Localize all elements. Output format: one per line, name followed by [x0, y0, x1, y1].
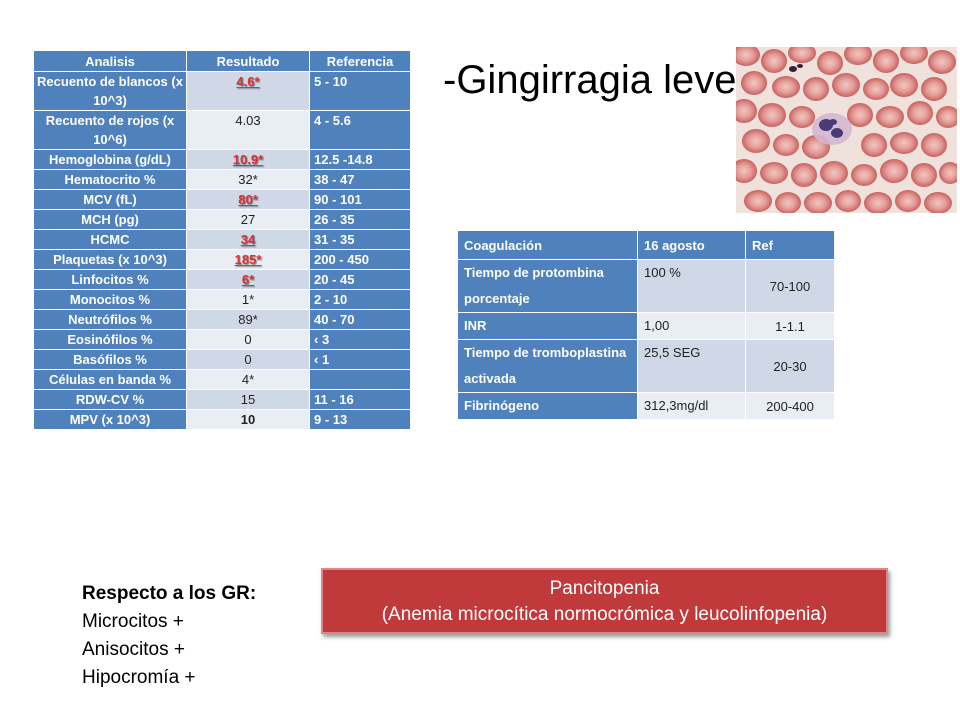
lab-name: Monocitos %	[34, 290, 187, 310]
lab-name: MCH (pg)	[34, 210, 187, 230]
coagulation-table	[457, 230, 835, 420]
lab-row-mch	[34, 210, 411, 230]
lab-ref: 40 - 70	[310, 310, 411, 330]
coag-value: 100 %	[638, 260, 746, 313]
lab-name: Neutrófilos %	[34, 310, 187, 330]
lab-result: 10	[187, 410, 310, 430]
lab-name: Recuento de blancos (x 10^3)	[34, 72, 187, 111]
coag-name: Tiempo de tromboplastina activada	[458, 340, 638, 393]
diagnosis-detail: (Anemia microcítica normocrómica y leucolinfopenia)	[381, 604, 828, 625]
coag-ref: 20-30	[746, 340, 835, 393]
lab-ref: 5 - 10	[310, 72, 411, 111]
diagnosis-banner	[321, 568, 888, 634]
lab-name: HCMC	[34, 230, 187, 250]
lab-ref: 20 - 45	[310, 270, 411, 290]
coag-header-date: 16 agosto	[638, 231, 746, 260]
lab-result: 10.9*	[187, 150, 310, 170]
lab-row-mcv	[34, 190, 411, 210]
lab-row-neutrophils	[34, 310, 411, 330]
lab-result: 34	[187, 230, 310, 250]
lab-result: 0	[187, 350, 310, 370]
lab-row-mpv	[34, 410, 411, 430]
lab-ref: 31 - 35	[310, 230, 411, 250]
lab-ref: 12.5 -14.8	[310, 150, 411, 170]
lab-ref: 38 - 47	[310, 170, 411, 190]
lab-name: RDW-CV %	[34, 390, 187, 410]
coag-name: Tiempo de protombina porcentaje	[458, 260, 638, 313]
coag-header-coagulacion: Coagulación	[458, 231, 638, 260]
lab-header-row	[34, 51, 411, 72]
lab-row-platelets	[34, 250, 411, 270]
lab-name: MPV (x 10^3)	[34, 410, 187, 430]
lab-ref: ‹ 3	[310, 330, 411, 350]
coag-row-inr	[458, 313, 835, 340]
lab-ref: ‹ 1	[310, 350, 411, 370]
lab-result: 4.6*	[187, 72, 310, 111]
lab-row-hcmc	[34, 230, 411, 250]
coag-ref: 1-1.1	[746, 313, 835, 340]
lab-result: 32*	[187, 170, 310, 190]
rbc-notes-heading: Respecto a los GR:	[82, 583, 257, 604]
lab-result: 4*	[187, 370, 310, 390]
lab-results-table	[33, 50, 411, 430]
lab-name: Células en banda %	[34, 370, 187, 390]
coag-header-row	[458, 231, 835, 260]
slide-title: -Gingirragia leve	[443, 58, 737, 102]
lab-row-rbc	[34, 111, 411, 150]
lab-result: 80*	[187, 190, 310, 210]
lab-name: Plaquetas (x 10^3)	[34, 250, 187, 270]
coag-row-prothrombin	[458, 260, 835, 313]
lab-row-lymphocytes	[34, 270, 411, 290]
lab-result: 89*	[187, 310, 310, 330]
coag-ref: 200-400	[746, 393, 835, 420]
lab-ref: 26 - 35	[310, 210, 411, 230]
lab-result: 1*	[187, 290, 310, 310]
coag-value: 1,00	[638, 313, 746, 340]
rbc-note-line: Hipocromía +	[82, 667, 196, 688]
lab-result: 185*	[187, 250, 310, 270]
rbc-note-line: Anisocitos +	[82, 639, 185, 660]
lab-row-band-cells	[34, 370, 411, 390]
lab-row-hemoglobin	[34, 150, 411, 170]
diagnosis-title: Pancitopenia	[549, 578, 660, 599]
lab-header-resultado: Resultado	[187, 51, 310, 72]
coag-row-fibrinogen	[458, 393, 835, 420]
lab-result: 6*	[187, 270, 310, 290]
lab-row-hematocrit	[34, 170, 411, 190]
lab-ref: 11 - 16	[310, 390, 411, 410]
lab-name: MCV (fL)	[34, 190, 187, 210]
lab-row-wbc	[34, 72, 411, 111]
lab-row-monocytes	[34, 290, 411, 310]
lab-ref: 90 - 101	[310, 190, 411, 210]
lab-ref: 200 - 450	[310, 250, 411, 270]
rbc-note-line: Microcitos +	[82, 611, 184, 632]
lab-result: 4.03	[187, 111, 310, 150]
lab-ref: 2 - 10	[310, 290, 411, 310]
lab-row-rdw	[34, 390, 411, 410]
lab-ref: 9 - 13	[310, 410, 411, 430]
lab-ref	[310, 370, 411, 390]
coag-name: Fibrinógeno	[458, 393, 638, 420]
lab-name: Hemoglobina (g/dL)	[34, 150, 187, 170]
lab-ref: 4 - 5.6	[310, 111, 411, 150]
coag-value: 312,3mg/dl	[638, 393, 746, 420]
coag-name: INR	[458, 313, 638, 340]
blood-smear-image	[736, 47, 957, 213]
lab-result: 15	[187, 390, 310, 410]
coag-row-thromboplastin	[458, 340, 835, 393]
lab-header-analisis: Analisis	[34, 51, 187, 72]
lab-result: 27	[187, 210, 310, 230]
lab-row-basophils	[34, 350, 411, 370]
lab-name: Linfocitos %	[34, 270, 187, 290]
lab-name: Basófilos %	[34, 350, 187, 370]
lab-row-eosinophils	[34, 330, 411, 350]
lab-result: 0	[187, 330, 310, 350]
lab-name: Hematocrito %	[34, 170, 187, 190]
lab-name: Eosinófilos %	[34, 330, 187, 350]
lab-name: Recuento de rojos (x 10^6)	[34, 111, 187, 150]
lab-header-referencia: Referencia	[310, 51, 411, 72]
coag-value: 25,5 SEG	[638, 340, 746, 393]
coag-header-ref: Ref	[746, 231, 835, 260]
rbc-notes	[82, 580, 256, 692]
coag-ref: 70-100	[746, 260, 835, 313]
